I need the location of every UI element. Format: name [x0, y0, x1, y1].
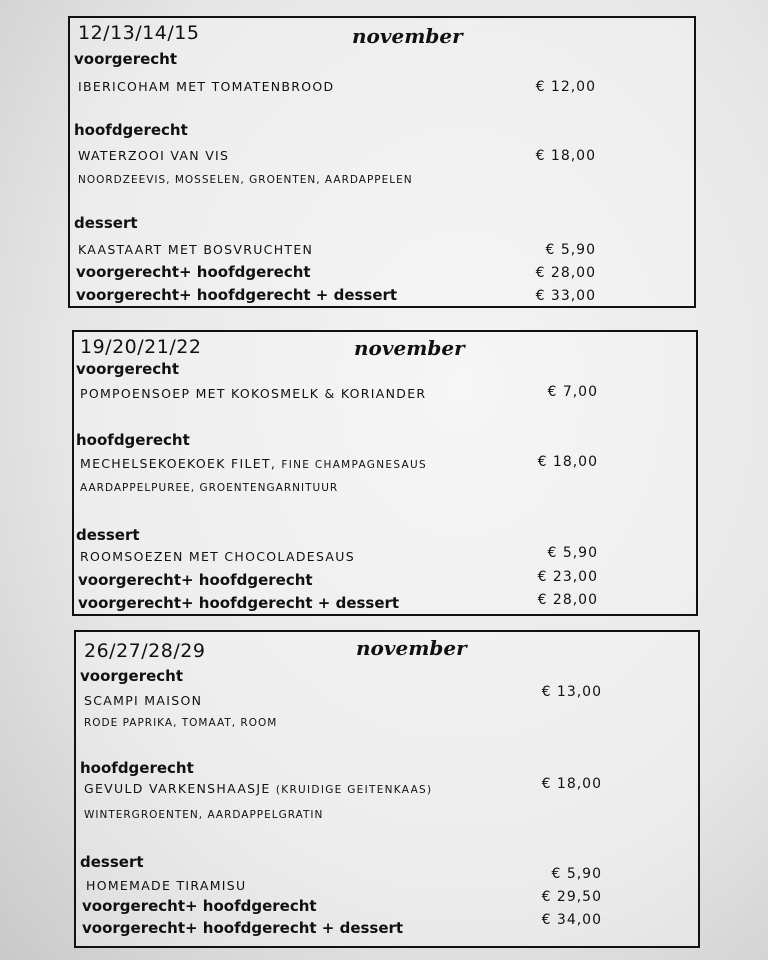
- main-dish: [80, 456, 427, 471]
- main-price: € 18,00: [541, 776, 602, 792]
- dessert-dish: HOMEMADE TIRAMISU: [86, 878, 247, 893]
- combo-three-course: voorgerecht+ hoofdgerecht + dessert: [82, 919, 404, 937]
- combo-two-course-price: € 28,00: [535, 265, 596, 281]
- dessert-dish: KAASTAART MET BOSVRUCHTEN: [78, 242, 314, 257]
- combo-two-course-price: € 23,00: [537, 569, 598, 585]
- starter-heading: voorgerecht: [74, 50, 178, 68]
- starter-dish: POMPOENSOEP MET KOKOSMELK & KORIANDER: [80, 386, 427, 401]
- dessert-dish: ROOMSOEZEN MET CHOCOLADESAUS: [80, 549, 355, 564]
- menu-month: november: [356, 636, 467, 660]
- menu-month: november: [352, 24, 463, 48]
- main-dish-sides: WINTERGROENTEN, AARDAPPELGRATIN: [84, 809, 324, 821]
- combo-two-course-price: € 29,50: [541, 889, 602, 905]
- main-dish-name: MECHELSEKOEKOEK FILET,: [80, 456, 277, 471]
- combo-three-course: voorgerecht+ hoofdgerecht + dessert: [78, 594, 400, 612]
- dessert-heading: dessert: [80, 853, 144, 871]
- main-dish: WATERZOOI VAN VIS: [78, 148, 230, 163]
- starter-dish: IBERICOHAM MET TOMATENBROOD: [78, 79, 335, 94]
- combo-three-course-price: € 34,00: [541, 912, 602, 928]
- main-price: € 18,00: [537, 454, 598, 470]
- starter-dish-sides: RODE PAPRIKA, TOMAAT, ROOM: [84, 717, 278, 729]
- dessert-price: € 5,90: [547, 545, 598, 561]
- main-price: € 18,00: [535, 148, 596, 164]
- starter-price: € 13,00: [541, 684, 602, 700]
- combo-two-course: voorgerecht+ hoofdgerecht: [82, 897, 317, 915]
- main-heading: hoofdgerecht: [74, 121, 188, 139]
- dessert-heading: dessert: [74, 214, 138, 232]
- main-heading: hoofdgerecht: [80, 759, 194, 777]
- dessert-price: € 5,90: [551, 866, 602, 882]
- dessert-price: € 5,90: [545, 242, 596, 258]
- menu-month: november: [354, 336, 465, 360]
- main-dish-sides: AARDAPPELPUREE, GROENTENGARNITUUR: [80, 482, 339, 494]
- main-dish-filling: (KRUIDIGE GEITENKAAS): [275, 784, 433, 796]
- menu-dates: 26/27/28/29: [84, 640, 206, 662]
- starter-heading: voorgerecht: [76, 360, 180, 378]
- main-dish-sauce: FINE CHAMPAGNESAUS: [281, 459, 427, 471]
- combo-two-course: voorgerecht+ hoofdgerecht: [76, 263, 311, 281]
- main-dish: [84, 781, 432, 796]
- combo-three-course: voorgerecht+ hoofdgerecht + dessert: [76, 286, 398, 304]
- main-heading: hoofdgerecht: [76, 431, 190, 449]
- combo-two-course: voorgerecht+ hoofdgerecht: [78, 571, 313, 589]
- combo-three-course-price: € 33,00: [535, 288, 596, 304]
- starter-price: € 12,00: [535, 79, 596, 95]
- starter-price: € 7,00: [547, 384, 598, 400]
- main-dish-name: GEVULD VARKENSHAASJE: [84, 781, 271, 796]
- menu-dates: 12/13/14/15: [78, 22, 200, 44]
- starter-dish: SCAMPI MAISON: [84, 693, 203, 708]
- menu-dates: 19/20/21/22: [80, 336, 202, 358]
- dessert-heading: dessert: [76, 526, 140, 544]
- starter-heading: voorgerecht: [80, 667, 184, 685]
- main-dish-sides: NOORDZEEVIS, MOSSELEN, GROENTEN, AARDAPPELEN: [78, 174, 413, 186]
- combo-three-course-price: € 28,00: [537, 592, 598, 608]
